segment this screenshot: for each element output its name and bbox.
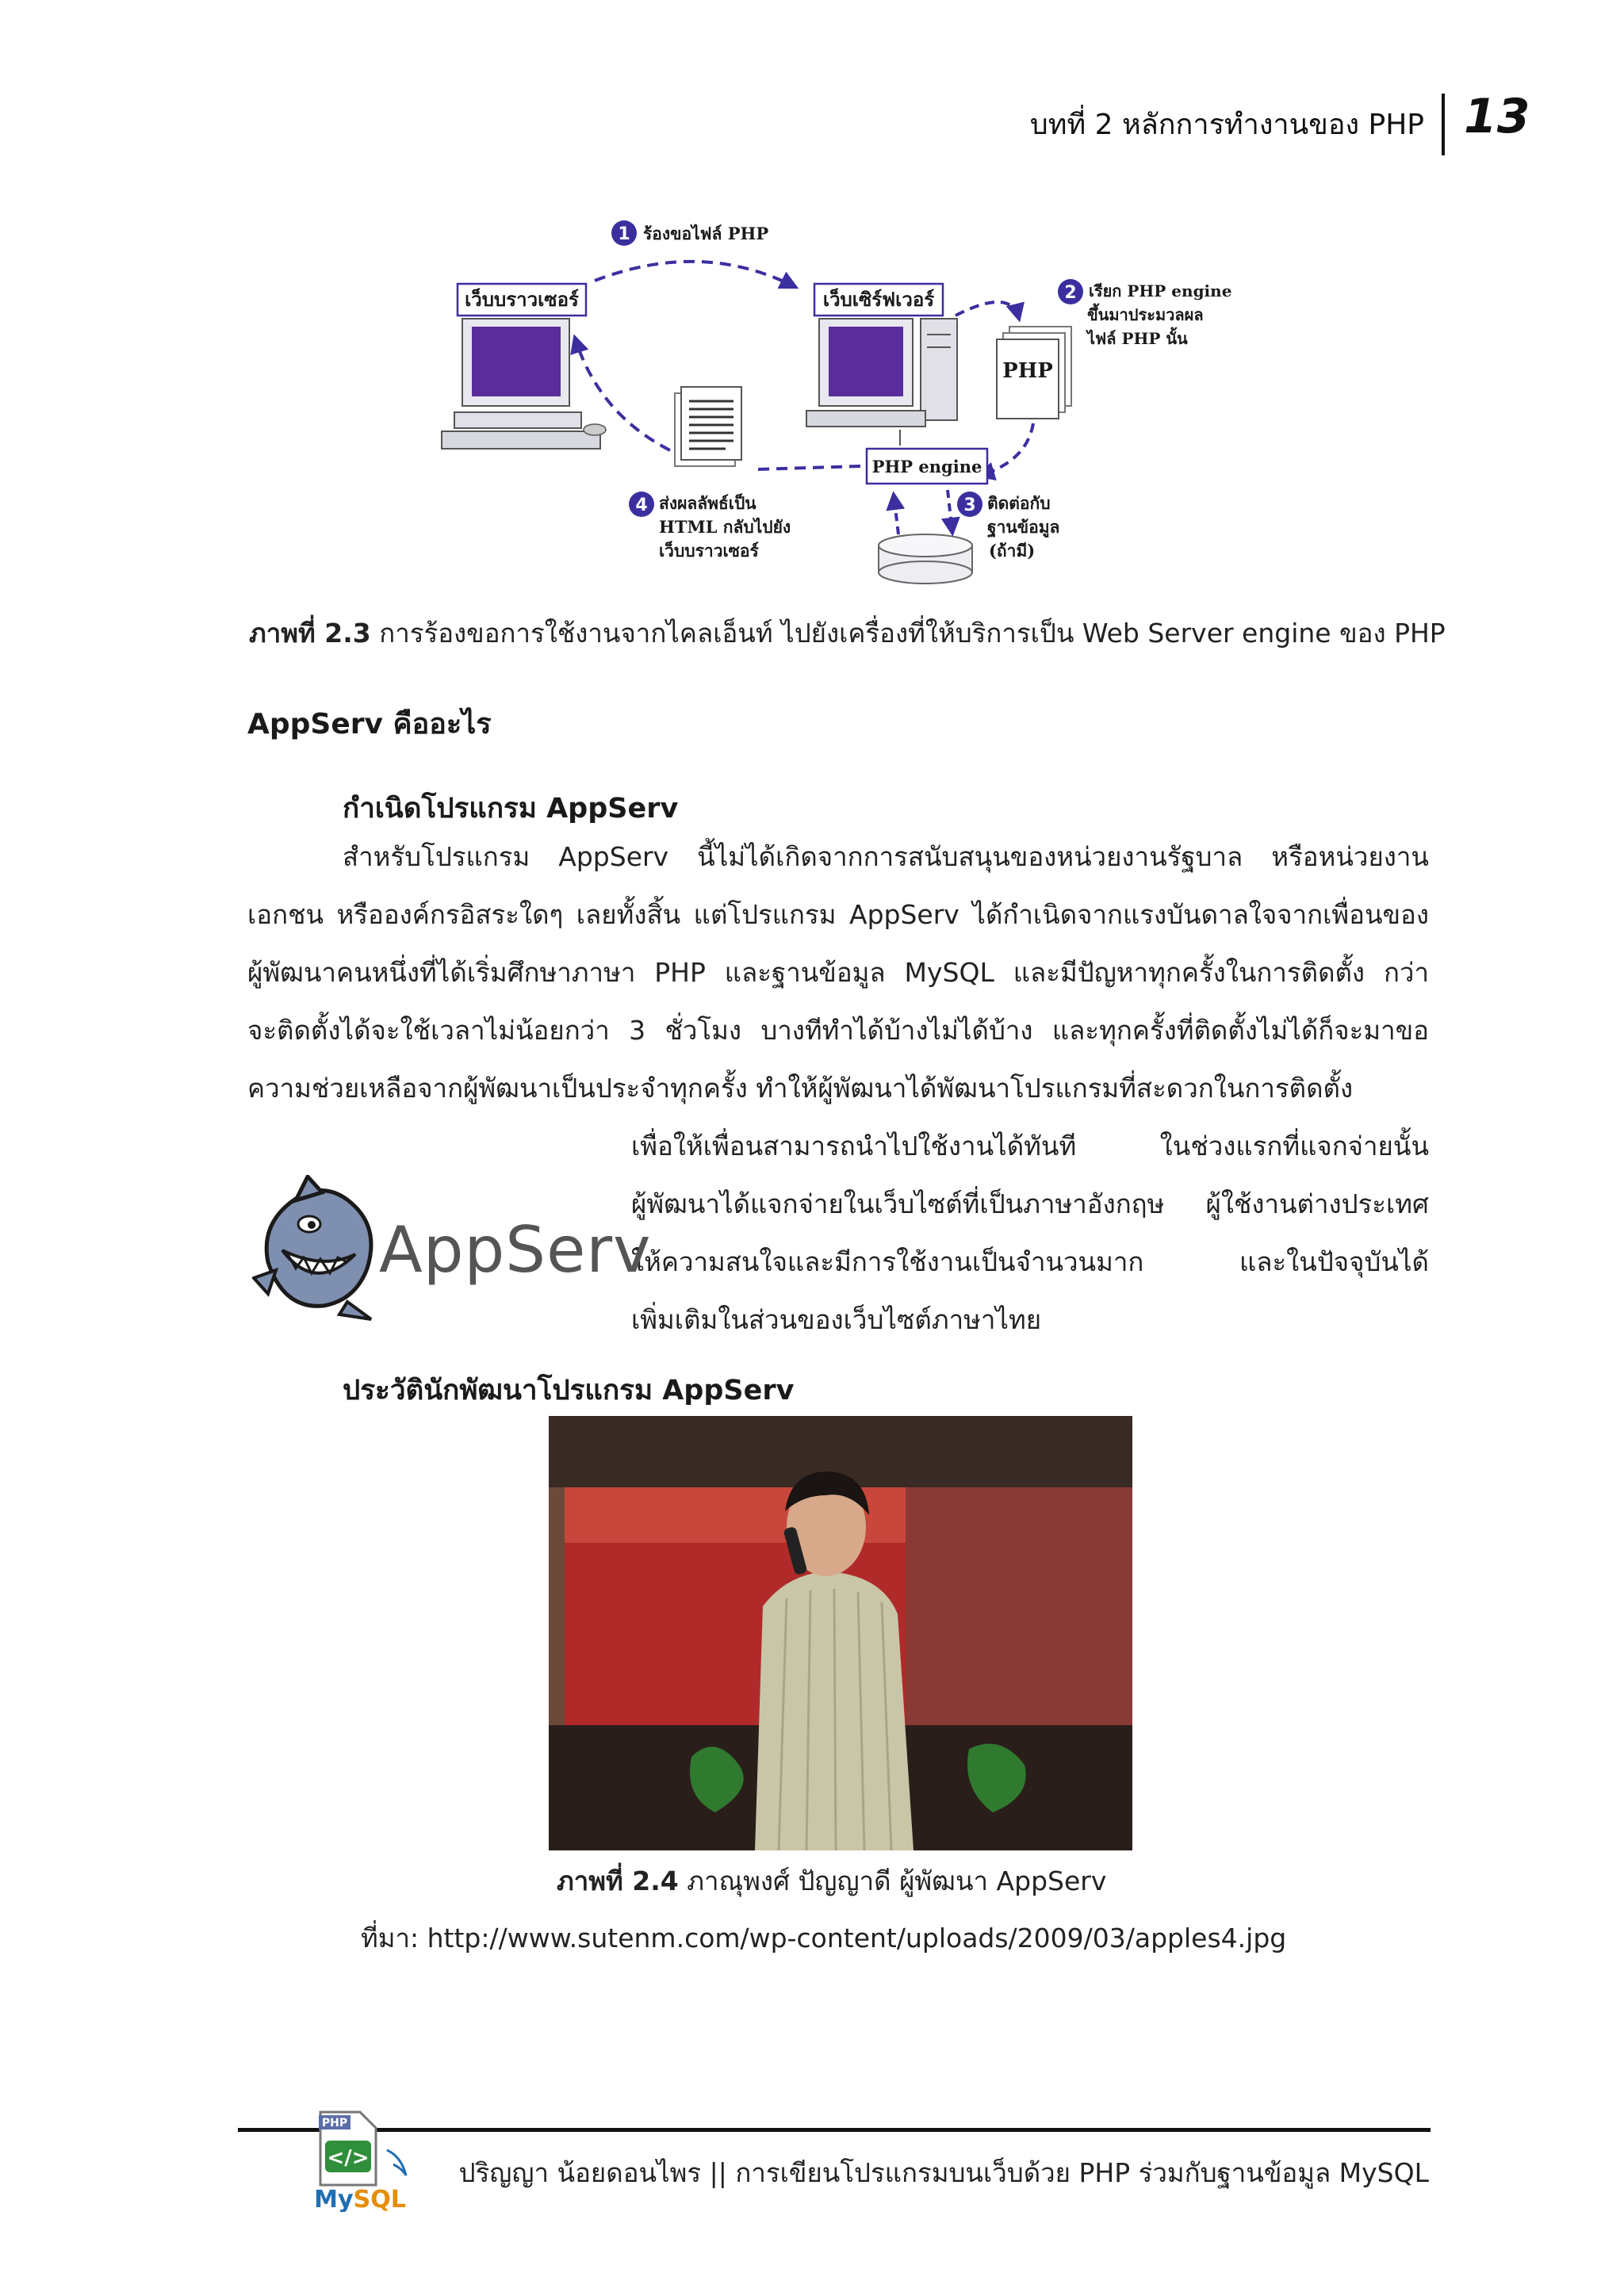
figure-2-3-text: การร้องขอการใช้งานจากไคลเอ็นท์ ไปยังเครื่องที่ให้บริการเป็น Web Server engine ของ PHP	[370, 618, 1446, 649]
subsection-developer-title: ประวัตินักพัฒนาโปรแกรม AppServ	[343, 1375, 795, 1406]
php-mysql-logo	[314, 2109, 425, 2212]
footer-text: ปริญญา น้อยดอนไพร || การเขียนโปรแกรมบนเว็บด้วย PHP ร่วมกับฐานข้อมูล MySQL	[458, 2157, 1429, 2188]
subsection-origin-title: กำเนิดโปรแกรม AppServ	[343, 793, 679, 825]
appserv-logo-text: AppServ	[379, 1213, 652, 1287]
paragraph-distribution	[631, 1117, 1429, 1349]
paragraph-line: เพิ่มเติมในส่วนของเว็บไซต์ภาษาไทย	[631, 1304, 1042, 1335]
paragraph-line: ผู้พัฒนาได้แจกจ่ายในเว็บไซต์ที่เป็นภาษาอังกฤษ ผู้ใช้งานต่างประเทศ	[631, 1188, 1429, 1219]
figure-2-3-label: ภาพที่ 2.3	[249, 618, 371, 649]
step-2-line-2: ขึ้นมาประมวลผล	[1087, 305, 1204, 324]
step-4-line-1: ส่งผลลัพธ์เป็น	[659, 493, 756, 513]
paragraph-line: จะติดตั้งได้จะใช้เวลาไม่น้อยกว่า 3 ชั่วโมง บางทีทำได้บ้างไม่ได้บ้าง และทุกครั้งที่ติดตั้งไม่ได้ก็จะมาขอ	[247, 1015, 1429, 1046]
step-3-line-1: ติดต่อกับ	[987, 493, 1051, 513]
db-up-arrow	[894, 495, 898, 534]
server-label: เว็บเซิร์ฟเวอร์	[822, 288, 935, 311]
chapter-title: บทที่ 2 หลักการทำงานของ PHP	[1029, 109, 1424, 141]
dolphin-icon	[387, 2150, 406, 2175]
figure-2-4-caption	[557, 1860, 1106, 1902]
html-document-icon	[675, 387, 741, 466]
paragraph-origin	[247, 828, 1429, 1117]
section-title: AppServ คืออะไร	[247, 708, 492, 740]
response-arrow-1	[757, 466, 860, 469]
paragraph-line: ผู้พัฒนาคนหนึ่งที่ได้เริ่มศึกษาภาษา PHP และฐานข้อมูล MySQL และมีปัญหาทุกครั้งในการติดตั้ง กว่า	[247, 957, 1429, 988]
step-1-label: ร้องขอไฟล์ PHP	[643, 224, 769, 243]
php-engine-label: PHP engine	[871, 457, 982, 476]
page-number: 13	[1464, 89, 1530, 144]
step-4-number: 4	[635, 496, 648, 515]
request-arrow	[595, 262, 795, 287]
paragraph-line: ให้ความสนใจและมีการใช้งานเป็นจำนวนมาก และในปัจจุบันได้	[631, 1246, 1429, 1277]
step-1-number: 1	[618, 224, 630, 244]
step-4-line-3: เว็บบราวเซอร์	[659, 541, 759, 561]
database-icon	[879, 534, 972, 584]
step-3-number: 3	[963, 496, 976, 515]
step-2-line-1: เรียก PHP engine	[1089, 281, 1232, 300]
step-2-number: 2	[1064, 283, 1077, 303]
code-icon-glyph: </>	[327, 2146, 370, 2170]
call-engine-arrow	[956, 302, 1019, 319]
appserv-logo	[252, 1175, 652, 1326]
step-2-line-3: ไฟล์ PHP นั้น	[1087, 329, 1188, 348]
figure-2-4-source: ที่มา: http://www.sutenm.com/wp-content/uploads/2009/03/apples4.jpg	[361, 1923, 1287, 1954]
paragraph-line: เพื่อให้เพื่อนสามารถนำไปใช้งานได้ทันที ในช่วงแรกที่แจกจ่ายนั้น	[631, 1131, 1429, 1161]
db-down-arrow	[948, 490, 952, 533]
developer-photo-image	[549, 1416, 1132, 1850]
paragraph-line: ความช่วยเหลือจากผู้พัฒนาเป็นประจำทุกครั้ง ทำให้ผู้พัฒนาได้พัฒนาโปรแกรมที่สะดวกในการติดตั้ง	[247, 1073, 1354, 1104]
php-request-flow-diagram	[440, 208, 1249, 588]
browser-computer-icon	[442, 319, 606, 449]
figure-2-3-caption	[249, 612, 1446, 654]
header-divider	[1442, 94, 1445, 155]
php-file-label: PHP	[1002, 359, 1053, 383]
figure-2-4-label: ภาพที่ 2.4	[557, 1866, 679, 1896]
paragraph-line: เอกชน หรือองค์กรอิสระใดๆ เลยทั้งสิ้น แต่โปรแกรม AppServ ได้กำเนิดจากแรงบันดาลใจจากเพื่อนของ	[247, 899, 1429, 930]
step-4-line-2: HTML กลับไปยัง	[659, 517, 791, 537]
php-badge-text: PHP	[321, 2117, 348, 2130]
step-3-line-2: ฐานข้อมูล	[987, 517, 1060, 537]
mysql-logo-text: MySQL	[314, 2186, 406, 2212]
paragraph-line: สำหรับโปรแกรม AppServ นี้ไม่ได้เกิดจากการสนับสนุนของหน่วยงานรัฐบาล หรือหน่วยงาน	[343, 841, 1429, 872]
appserv-mascot-icon	[252, 1175, 387, 1326]
figure-2-4-text: ภาณุพงศ์ ปัญญาดี ผู้พัฒนา AppServ	[678, 1866, 1107, 1896]
step-3-line-3: (ถ้ามี)	[989, 541, 1036, 561]
developer-photo	[549, 1416, 1132, 1850]
browser-label: เว็บบราวเซอร์	[465, 288, 579, 311]
server-computer-icon	[806, 319, 957, 427]
